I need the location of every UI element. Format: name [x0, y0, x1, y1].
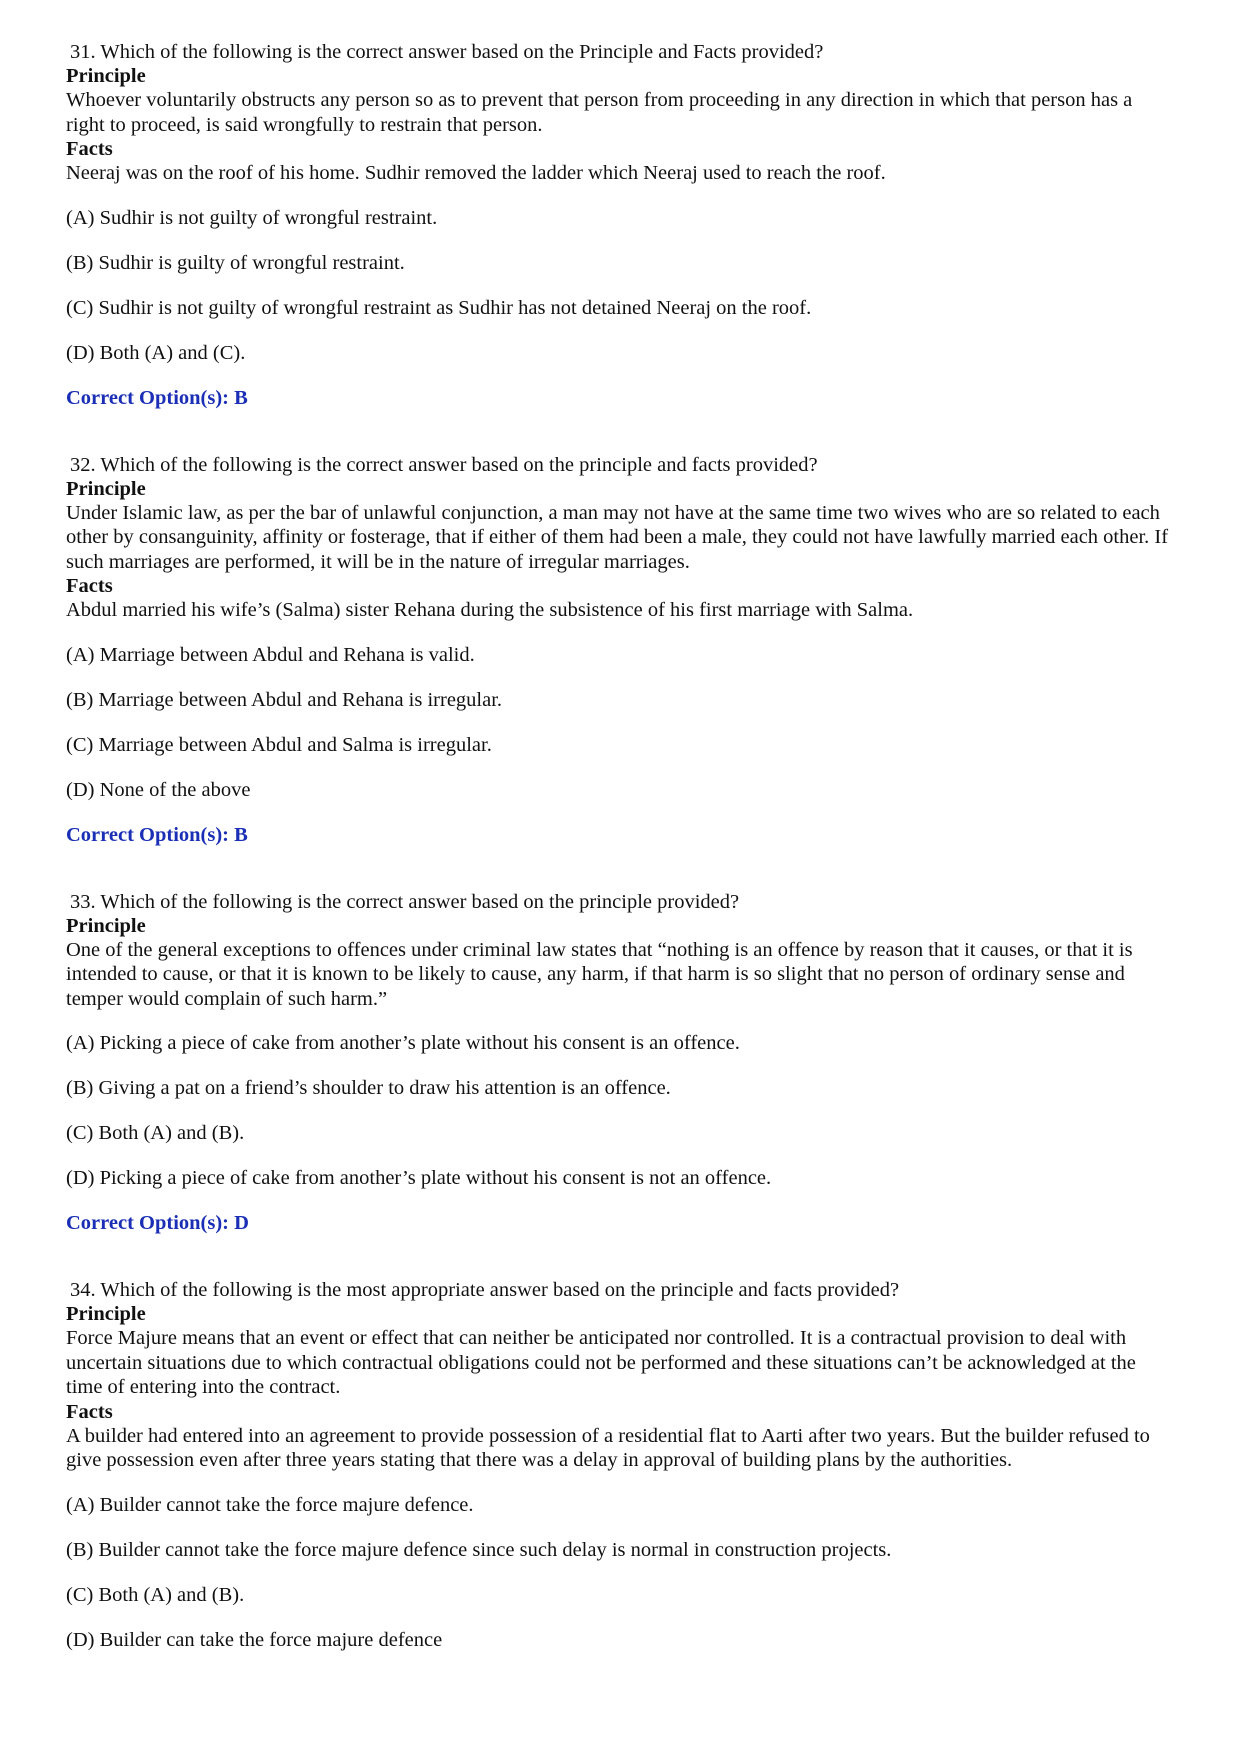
facts-label: Facts [66, 1400, 113, 1423]
facts-label: Facts [66, 138, 113, 160]
option-d: (D) Builder can take the force majure defence [66, 1628, 443, 1651]
facts-text: A builder had entered into an agreement to provide possession of a residential flat to Aarti after two years. But the builder refused to give possession even after three years stating that there was a delay in approval of building plans by the authorities. [66, 1424, 1150, 1471]
principle-text: Force Majure means that an event or effect that can neither be anticipated nor controlled. It is a contractual provision to deal with uncertain situations due to which contractual obligations could not be performed and these situations can’t be acknowledged at the time of entering into the contract. [66, 1327, 1136, 1398]
principle-text: Under Islamic law, as per the bar of unlawful conjunction, a man may not have at the same time two wives who are so related to each other by consanguinity, affinity or fosterage, that if either of them had been a male, they could not have lawfully married each other. If such marriages are performed, it will be in the nature of irregular marriages. [66, 501, 1169, 573]
correct-option: Correct Option(s): D [66, 1212, 249, 1234]
option-d: (D) Both (A) and (C). [66, 341, 246, 364]
principle-text: Whoever voluntarily obstructs any person so as to prevent that person from proceeding in any direction in which that person has a right to proceed, is said wrongfully to restrain that person. [66, 89, 1133, 136]
option-c: (C) Marriage between Abdul and Salma is irregular. [66, 733, 492, 756]
option-c: (C) Sudhir is not guilty of wrongful restraint as Sudhir has not detained Neeraj on the roof. [66, 296, 812, 319]
option-a: (A) Sudhir is not guilty of wrongful restraint. [66, 206, 438, 229]
facts-label: Facts [66, 575, 113, 597]
question-33 [66, 890, 1176, 1236]
option-b: (B) Sudhir is guilty of wrongful restraint. [66, 251, 405, 274]
question-31 [66, 40, 1176, 410]
option-a: (A) Builder cannot take the force majure defence. [66, 1493, 474, 1516]
correct-option: Correct Option(s): B [66, 386, 248, 409]
facts-text: Neeraj was on the roof of his home. Sudhir removed the ladder which Neeraj used to reach the roof. [66, 162, 886, 184]
question-title: 32. Which of the following is the correct answer based on the principle and facts provided? [70, 453, 818, 476]
option-a: (A) Marriage between Abdul and Rehana is valid. [66, 643, 475, 666]
option-d: (D) None of the above [66, 778, 251, 801]
question-page [66, 40, 1176, 1652]
principle-label: Principle [66, 477, 146, 500]
principle-label: Principle [66, 65, 146, 87]
option-b: (B) Marriage between Abdul and Rehana is irregular. [66, 688, 503, 711]
option-c: (C) Both (A) and (B). [66, 1583, 245, 1606]
option-b: (B) Giving a pat on a friend’s shoulder to draw his attention is an offence. [66, 1077, 671, 1099]
option-c: (C) Both (A) and (B). [66, 1122, 245, 1144]
question-32 [66, 453, 1176, 847]
principle-label: Principle [66, 1303, 146, 1325]
question-title: 34. Which of the following is the most appropriate answer based on the principle and facts provided? [70, 1279, 900, 1301]
option-b: (B) Builder cannot take the force majure defence since such delay is normal in construction projects. [66, 1538, 892, 1561]
principle-text: One of the general exceptions to offences under criminal law states that “nothing is an offence by reason that it causes, or that it is intended to cause, or that it is known to be likely to cause, any harm, if that harm is so slight that no person of ordinary sense and temper would complain of such harm.” [66, 938, 1133, 1010]
correct-option: Correct Option(s): B [66, 823, 248, 846]
question-34 [66, 1278, 1176, 1652]
question-title: 33. Which of the following is the correct answer based on the principle provided? [70, 890, 740, 913]
option-d: (D) Picking a piece of cake from another’s plate without his consent is not an offence. [66, 1167, 772, 1189]
option-a: (A) Picking a piece of cake from another’s plate without his consent is an offence. [66, 1032, 740, 1054]
facts-text: Abdul married his wife’s (Salma) sister Rehana during the subsistence of his first marriage with Salma. [66, 599, 914, 621]
principle-label: Principle [66, 914, 146, 937]
question-title: 31. Which of the following is the correct answer based on the Principle and Facts provided? [70, 41, 824, 63]
